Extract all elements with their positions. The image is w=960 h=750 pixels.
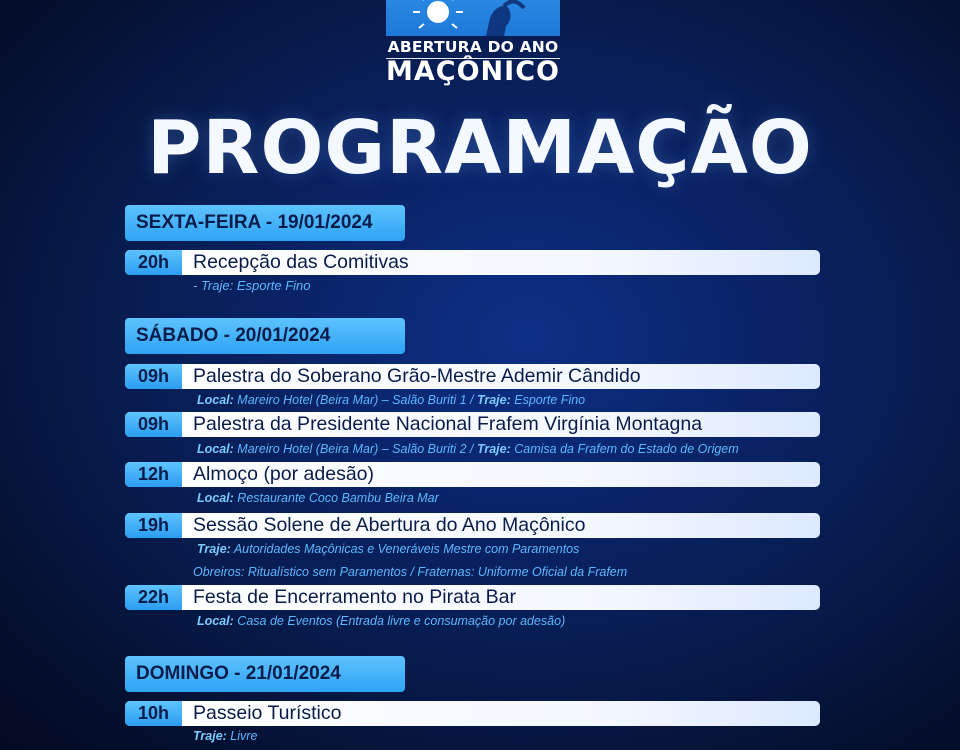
detail-label: Local:: [197, 393, 234, 407]
event-row: [125, 585, 820, 610]
detail-label: Local:: [197, 442, 234, 456]
detail-label: Local:: [197, 491, 234, 505]
detail-text: Casa de Eventos (Entrada livre e consumação por adesão): [233, 614, 566, 628]
event-detail: [193, 729, 257, 743]
event-time: 09h: [125, 412, 182, 437]
event-time: 20h: [125, 250, 182, 275]
event-time: 22h: [125, 585, 182, 610]
event-detail: [197, 491, 439, 505]
logo-emblem: [386, 0, 560, 36]
detail-text: Mareiro Hotel (Beira Mar) – Salão Buriti 2 /: [233, 442, 477, 456]
event-title: Festa de Encerramento no Pirata Bar: [193, 586, 516, 608]
event-detail: [197, 442, 739, 456]
detail-text: Camisa da Frafem do Estado de Origem: [510, 442, 739, 456]
event-title: Almoço (por adesão): [193, 463, 375, 485]
event-detail: [197, 393, 585, 407]
day-header-saturday: SÁBADO - 20/01/2024: [125, 318, 405, 354]
event-title: Recepção das Comitivas: [193, 251, 409, 273]
event-time: 19h: [125, 513, 182, 538]
detail-text: Autoridades Maçônicas e Veneráveis Mestre com Paramentos: [230, 542, 580, 556]
sun-icon: [386, 0, 560, 36]
event-detail: - Traje: Esporte Fino: [193, 278, 311, 293]
detail-label: Traje:: [193, 729, 227, 743]
event-row: [125, 412, 820, 437]
day-header-friday: SEXTA-FEIRA - 19/01/2024: [125, 205, 405, 241]
event-row: [125, 513, 820, 538]
detail-text: Mareiro Hotel (Beira Mar) – Salão Buriti 1 /: [233, 393, 477, 407]
event-detail: [197, 614, 565, 628]
event-row: [125, 364, 820, 389]
event-row: [125, 701, 820, 726]
day-header-sunday: DOMINGO - 21/01/2024: [125, 656, 405, 692]
detail-text: Esporte Fino: [510, 393, 586, 407]
event-logo: [382, 0, 564, 90]
detail-label: Local:: [197, 614, 234, 628]
detail-text: Restaurante Coco Bambu Beira Mar: [233, 491, 439, 505]
event-row: [125, 462, 820, 487]
logo-line-1: ABERTURA DO ANO: [387, 38, 559, 56]
event-title: Palestra da Presidente Nacional Frafem Virgínia Montagna: [193, 413, 703, 435]
detail-text: Livre: [226, 729, 258, 743]
event-title: Sessão Solene de Abertura do Ano Maçônico: [193, 514, 586, 536]
event-row: [125, 250, 820, 275]
event-time: 12h: [125, 462, 182, 487]
event-time: 09h: [125, 364, 182, 389]
event-detail: Obreiros: Ritualístico sem Paramentos / Fraternas: Uniforme Oficial da Frafem: [193, 565, 628, 579]
event-time: 10h: [125, 701, 182, 726]
event-title: Palestra do Soberano Grão-Mestre Ademir Cândido: [193, 365, 641, 387]
logo-line-2: MAÇÔNICO: [386, 56, 560, 87]
event-title: Passeio Turístico: [193, 702, 342, 724]
page-title: PROGRAMAÇÃO: [147, 105, 813, 191]
event-detail: [197, 542, 579, 556]
detail-label: Traje:: [476, 442, 511, 456]
detail-label: Traje:: [197, 542, 231, 556]
detail-label: Traje:: [476, 393, 511, 407]
